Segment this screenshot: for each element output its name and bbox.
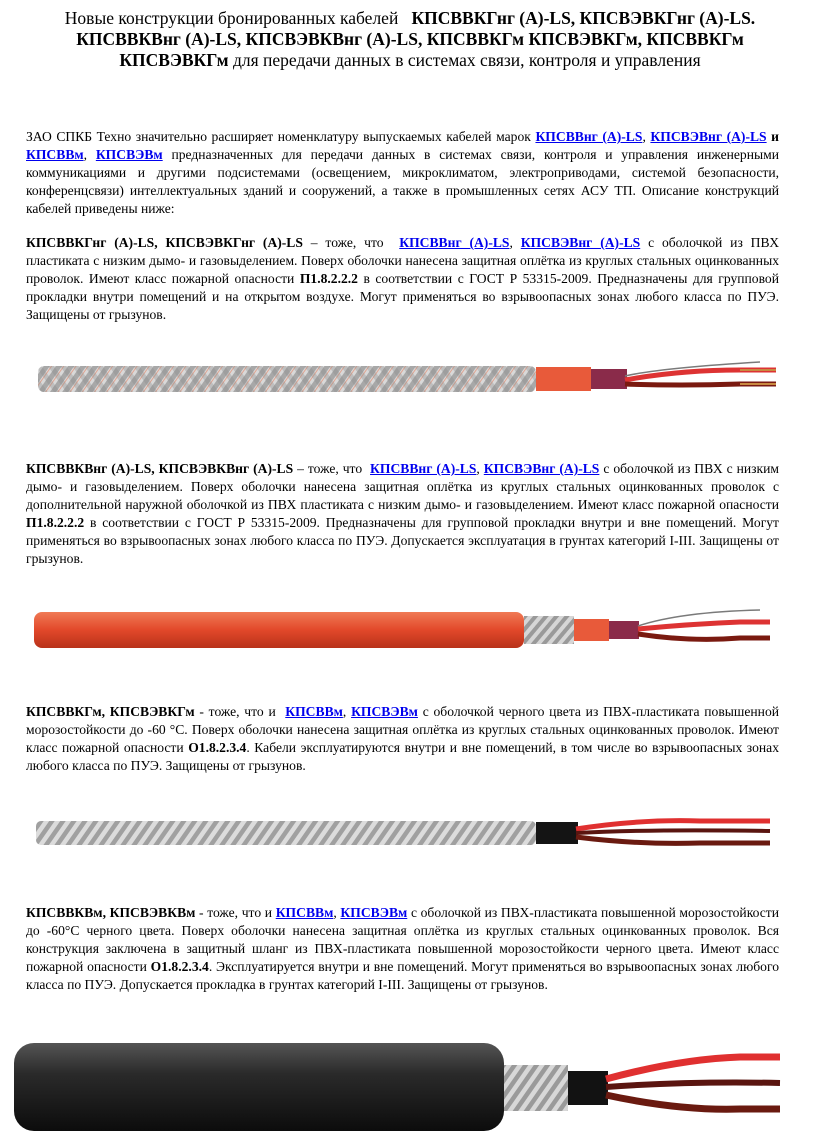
section-4-text-3: . Эксплуатируется внутри и вне помещений. Могут применяться во взрывоопасных зонах любого класса по ПУЭ. Допускается прокладка в грунтах категорий I-III. Защищены от грызунов. xyxy=(26,959,779,992)
link-kpsvevng[interactable]: КПСВЭВнг (A)-LS xyxy=(520,235,641,250)
fire-class: О1.8.2.3.4 xyxy=(188,740,247,755)
section-3-title: КПСВВКГм, КПСВЭВКГм xyxy=(26,704,195,719)
section-4-text: - тоже, что и xyxy=(199,905,273,920)
section-1-text-2: с оболочкой из ПВХ пластиката с низким дымо- и газовыделением. Поверх оболочки нанесена защитная оплётка из круглых стальных оцинкованных проволок. Имеют класс пожарной опасности xyxy=(26,235,780,286)
cable-image-2 xyxy=(0,598,820,668)
link-kpsvvm[interactable]: КПСВВм xyxy=(26,147,84,162)
cable-black-sheath-illustration xyxy=(0,1035,820,1135)
cable-orange-sheath-illustration xyxy=(0,598,820,668)
link-kpsvevm[interactable]: КПСВЭВм xyxy=(351,704,418,719)
section-3-text: - тоже, что и xyxy=(199,704,276,719)
page-title xyxy=(20,8,800,71)
link-kpsvevng[interactable]: КПСВЭВнг (A)-LS xyxy=(650,129,767,144)
title-line1: КПСВВКГнг (A)-LS, КПСВЭВКГнг (A)-LS. xyxy=(411,8,756,28)
cable-image-3 xyxy=(0,805,820,865)
link-kpsvvng[interactable]: КПСВВнг (A)-LS xyxy=(399,235,510,250)
link-kpsvevm[interactable]: КПСВЭВм xyxy=(340,905,408,920)
intro-paragraph: ЗАО СПКБ Техно значительно расширяет номенклатуру выпускаемых кабелей марок КПСВВнг (A)-LS, КПСВЭВнг (A)-LS и КПСВВм, КПСВЭВм предназначенных для передачи данных в системах связи, контроля и управления инженерными коммуникациями и другими подсистемами (освещением, микроклиматом, электроприводами, системой безопасности, конференцсвязи) интеллектуальных зданий и сооружений, а также в промышленных сетях АСУ ТП. Описание конструкций кабелей приведены ниже: xyxy=(26,129,780,216)
link-kpsvvng[interactable]: КПСВВнг (A)-LS xyxy=(370,461,477,476)
section-1-title: КПСВВКГнг (A)-LS, КПСВЭВКГнг (A)-LS xyxy=(26,235,303,250)
section-2-paragraph: КПСВВКВнг (A)-LS, КПСВЭВКВнг (A)-LS – тоже, что КПСВВнг (A)-LS, КПСВЭВнг (A)-LS с оболочкой из ПВХ с низким дымо- и газовыделением. Поверх оболочки нанесена защитная оплётка из круглых стальных оцинкованных проволок с дополнительной наружной оболочкой из ПВХ пластиката с низким дымо- и газовыделением. Имеют класс пожарной опасности П1.8.2.2.2 в соответствии с ГОСТ Р 53315-2009. Предназначены для групповой прокладки внутри и вне помещений. Могут применяться во взрывоопасных зонах любого класса по ПУЭ. Допускается эксплуатация в грунтах категорий I-III. Защищены от грызунов. xyxy=(26,461,780,566)
link-kpsvevm[interactable]: КПСВЭВм xyxy=(95,147,163,162)
section-4-paragraph: КПСВВКВм, КПСВЭВКВм - тоже, что и КПСВВм, КПСВЭВм с оболочкой из ПВХ-пластиката повышенной морозостойкости до -60°С черного цвета. Поверх оболочки нанесена защитная оплётка из круглых стальных оцинкованных проволок. Вся конструкция заключена в защитный шланг из ПВХ-пластиката повышенной морозостойкости черного цвета. Имеют класс пожарной опасности О1.8.2.3.4. Эксплуатируется внутри и вне помещений. Могут применяться во взрывоопасных зонах любого класса по ПУЭ. Допускается прокладка в грунтах категорий I-III. Защищены от грызунов. xyxy=(26,905,779,992)
section-1-text: – тоже, что xyxy=(310,235,384,250)
title-line2: КПСВВКВнг (A)-LS, КПСВЭВКВнг (A)-LS, КПСВВКГм КПСВЭВКГм, КПСВВКГм xyxy=(76,29,744,49)
section-4-title: КПСВВКВм, КПСВЭВКВм xyxy=(26,905,196,920)
title-suffix: для передачи данных в системах связи, контроля и управления xyxy=(232,50,701,70)
section-1-paragraph: КПСВВКГнг (A)-LS, КПСВЭВКГнг (A)-LS – тоже, что КПСВВнг (A)-LS, КПСВЭВнг (A)-LS с оболочкой из ПВХ пластиката с низким дымо- и газовыделением. Поверх оболочки нанесена защитная оплётка из круглых стальных оцинкованных проволок. Имеют класс пожарной опасности П1.8.2.2.2 в соответствии с ГОСТ Р 53315-2009. Предназначены для групповой прокладки внутри помещений и на открытом воздухе. Могут применяться во взрывоопасных зонах любого класса по ПУЭ. Защищены от грызунов. xyxy=(26,235,780,322)
title-prefix: Новые конструкции бронированных кабелей xyxy=(64,8,399,28)
section-3-paragraph: КПСВВКГм, КПСВЭВКГм - тоже, что и КПСВВм, КПСВЭВм с оболочкой черного цвета из ПВХ-пластиката повышенной морозостойкости до -60 °С. Поверх оболочки нанесена защитная оплётка из круглых стальных оцинкованных проволок. Имеют класс пожарной опасности О1.8.2.3.4. Кабели эксплуатируются внутри и вне помещений, в том числе во взрывоопасных зонах любого класса по ПУЭ. Защищены от грызунов. xyxy=(26,704,780,773)
section-2-text-2: с оболочкой из ПВХ с низким дымо- и газовыделением. Поверх оболочки нанесена защитная оплётка из круглых стальных оцинкованных проволок с дополнительной наружной оболочкой из ПВХ пластиката с низким дымо- и газовыделением. Имеют класс пожарной опасности xyxy=(26,461,780,512)
section-2-text: – тоже, что xyxy=(297,461,363,476)
cable-image-4 xyxy=(0,1035,820,1135)
section-2-text-3: в соответствии с ГОСТ Р 53315-2009. Предназначены для групповой прокладки внутри и вне помещений. Могут применяться во взрывоопасных зонах любого класса по ПУЭ. Допускается эксплуатация в грунтах категорий I-III. Защищены от грызунов. xyxy=(26,515,780,566)
link-kpsvvm[interactable]: КПСВВм xyxy=(285,704,343,719)
intro-text: ЗАО СПКБ Техно значительно расширяет номенклатуру выпускаемых кабелей марок xyxy=(26,129,531,144)
cable-image-1 xyxy=(0,350,820,420)
fire-class: П1.8.2.2.2 xyxy=(299,271,358,286)
section-3-text-2: с оболочкой черного цвета из ПВХ-пластиката повышенной морозостойкости до -60 °С. Поверх оболочки нанесена защитная оплётка из круглых стальных оцинкованных проволок. Имеют класс пожарной опасности xyxy=(26,704,780,755)
fire-class: О1.8.2.3.4 xyxy=(150,959,209,974)
fire-class: П1.8.2.2.2 xyxy=(26,515,85,530)
intro-and: и xyxy=(771,129,780,144)
link-kpsvvm[interactable]: КПСВВм xyxy=(275,905,334,920)
section-1-text-3: в соответствии с ГОСТ Р 53315-2009. Предназначены для групповой прокладки внутри помещений и на открытом воздухе. Могут применяться во взрывоопасных зонах любого класса по ПУЭ. Защищены от грызунов. xyxy=(26,271,779,322)
section-4-text-2: с оболочкой из ПВХ-пластиката повышенной морозостойкости до -60°С черного цвета. Поверх оболочки нанесена защитная оплётка из круглых стальных оцинкованных проволок. Вся конструкция заключена в защитный шланг из ПВХ-пластиката повышенной морозостойкости черного цвета. Имеют класс пожарной опасности xyxy=(26,905,779,974)
link-kpsvevng[interactable]: КПСВЭВнг (A)-LS xyxy=(483,461,600,476)
intro-text-2: предназначенных для передачи данных в системах связи, контроля и управления инженерными коммуникациями и другими подсистемами (освещением, микроклиматом, электроприводами, системой безопасности, конференцсвязи) интеллектуальных зданий и сооружений, а также в промышленных сетях АСУ ТП. Описание конструкций кабелей приведены ниже: xyxy=(26,147,779,216)
cable-black-braid-illustration xyxy=(0,805,820,865)
cable-orange-braid-illustration xyxy=(0,350,820,420)
link-kpsvvng[interactable]: КПСВВнг (A)-LS xyxy=(535,129,643,144)
section-3-text-3: . Кабели эксплуатируются внутри и вне помещений, в том числе во взрывоопасных зонах любого класса по ПУЭ. Защищены от грызунов. xyxy=(26,740,780,773)
title-line3: КПСВЭВКГм xyxy=(119,50,229,70)
section-2-title: КПСВВКВнг (A)-LS, КПСВЭВКВнг (A)-LS xyxy=(26,461,294,476)
